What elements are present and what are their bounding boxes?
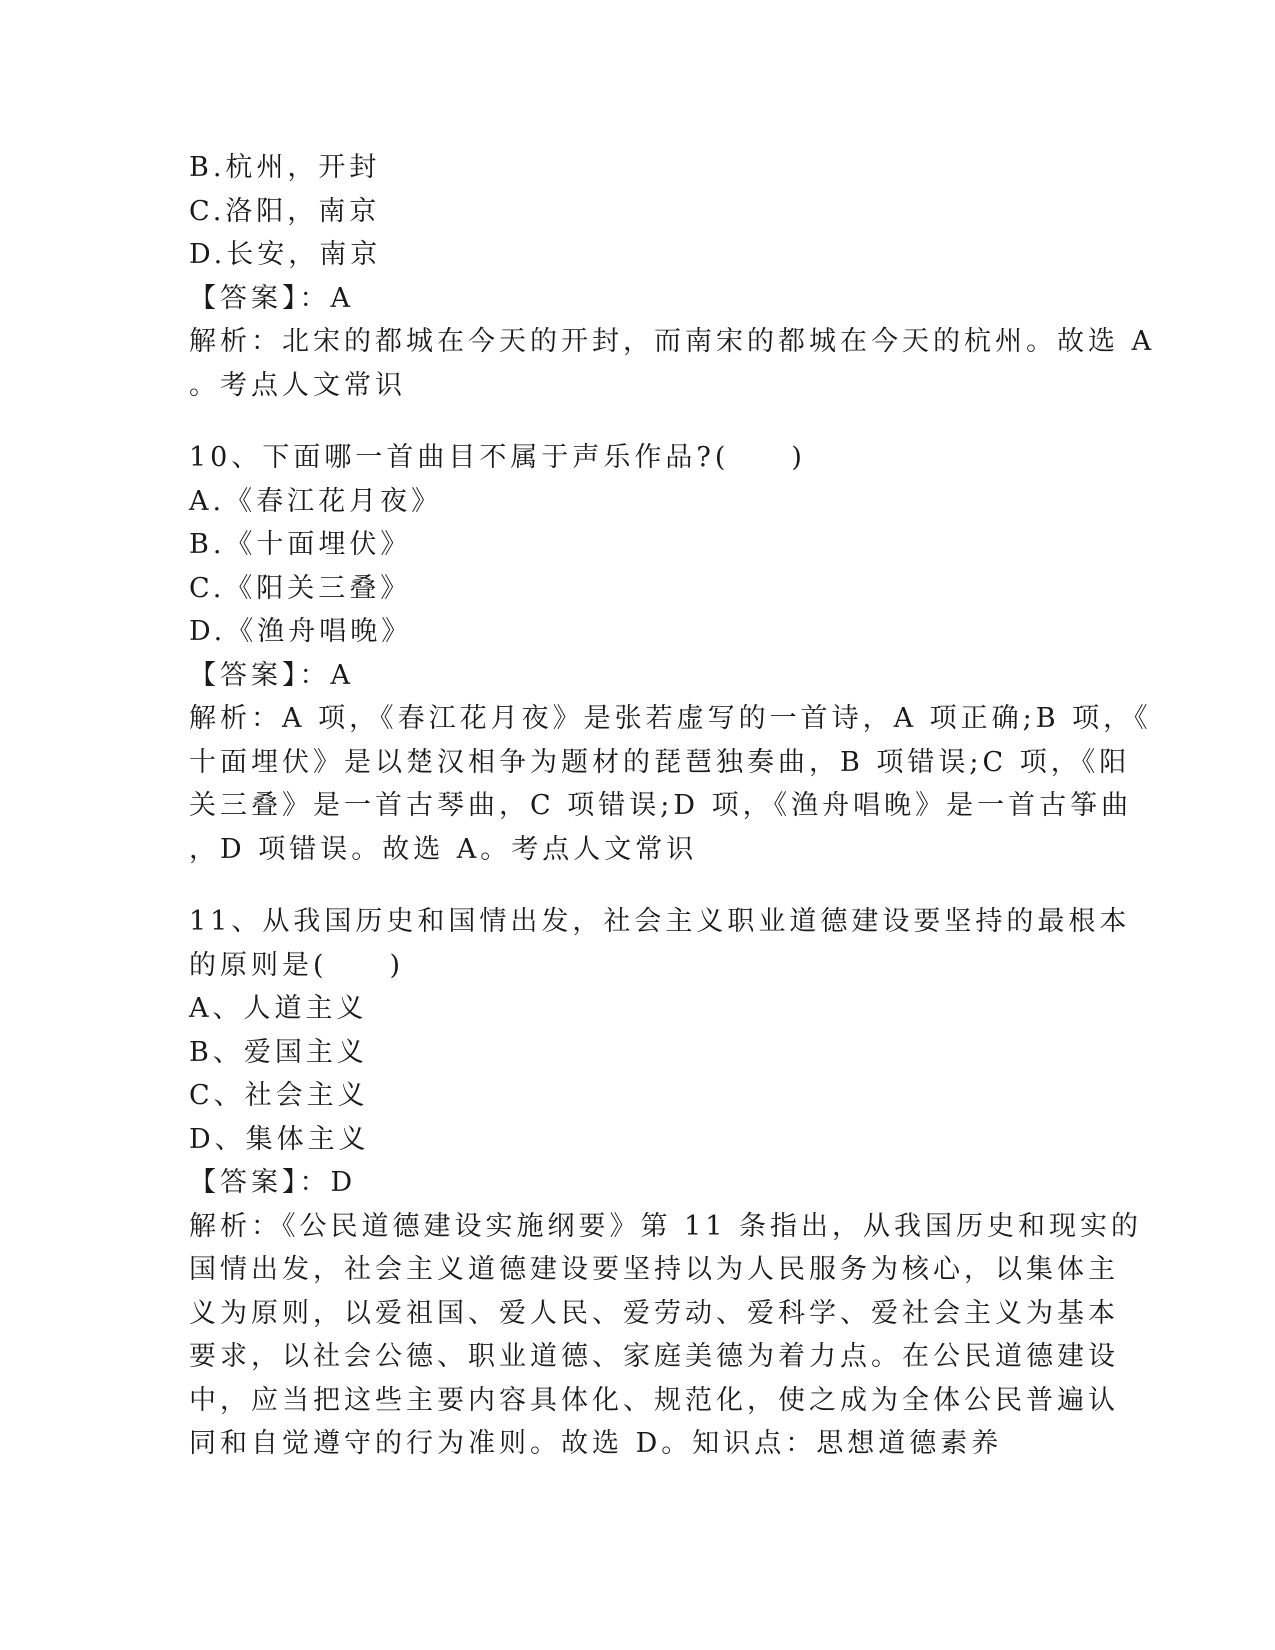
question-10	[189, 436, 1152, 871]
question-text: 10、下面哪一首曲目不属于声乐作品?( )	[189, 442, 806, 473]
analysis-line: ，D 项错误。故选 A。考点人文常识	[189, 833, 698, 865]
analysis-line: 解析：A 项，《春江花月夜》是张若虚写的一首诗，A 项正确;B 项，《	[189, 703, 1152, 734]
option-b: B.《十面埋伏》	[189, 529, 412, 560]
option-d: D.长安，南京	[189, 239, 382, 270]
question-9-continued	[189, 146, 1156, 407]
document-page	[189, 146, 1156, 1466]
answer: 【答案】：A	[189, 282, 354, 314]
analysis-line: 关三叠》是一首古琴曲，C 项错误;D 项，《渔舟唱晚》是一首古筝曲	[189, 790, 1133, 821]
question-11	[189, 900, 1143, 1466]
analysis-line: 义为原则，以爱祖国、爱人民、爱劳动、爱科学、爱社会主义为基本	[189, 1297, 1119, 1329]
question-text: 11、从我国历史和国情出发，社会主义职业道德建设要坚持的最根本	[189, 906, 1131, 937]
option-d: D.《渔舟唱晚》	[189, 616, 413, 647]
option-b: B、爱国主义	[189, 1036, 368, 1068]
spacer	[189, 407, 1089, 436]
option-c: C、社会主义	[189, 1080, 369, 1111]
answer: 【答案】：A	[189, 659, 354, 691]
analysis-line: 解析：《公民道德建设实施纲要》第 11 条指出，从我国历史和现实的	[189, 1210, 1143, 1242]
option-b: B.杭州，开封	[189, 152, 381, 183]
analysis-line: 。考点人文常识	[189, 369, 406, 401]
option-a: A.《春江花月夜》	[189, 485, 443, 517]
analysis-line: 国情出发，社会主义道德建设要坚持以为人民服务为核心，以集体主	[189, 1254, 1119, 1285]
question-text: 的原则是( )	[189, 949, 405, 981]
option-d: D、集体主义	[189, 1123, 370, 1155]
option-c: C.洛阳，南京	[189, 195, 381, 227]
option-a: A、人道主义	[189, 993, 368, 1024]
spacer	[189, 871, 1089, 900]
option-c: C.《阳关三叠》	[189, 572, 412, 604]
analysis-line: 同和自觉遵守的行为准则。故选 D。知识点：思想道德素养	[189, 1428, 1003, 1459]
answer: 【答案】：D	[189, 1167, 357, 1198]
analysis-line: 中，应当把这些主要内容具体化、规范化，使之成为全体公民普遍认	[189, 1384, 1119, 1416]
analysis-line: 解析：北宋的都城在今天的开封，而南宋的都城在今天的杭州。故选 A	[189, 326, 1156, 357]
analysis-line: 十面埋伏》是以楚汉相争为题材的琵琶独奏曲，B 项错误;C 项，《阳	[189, 746, 1131, 778]
analysis-line: 要求，以社会公德、职业道德、家庭美德为着力点。在公民道德建设	[189, 1341, 1119, 1372]
